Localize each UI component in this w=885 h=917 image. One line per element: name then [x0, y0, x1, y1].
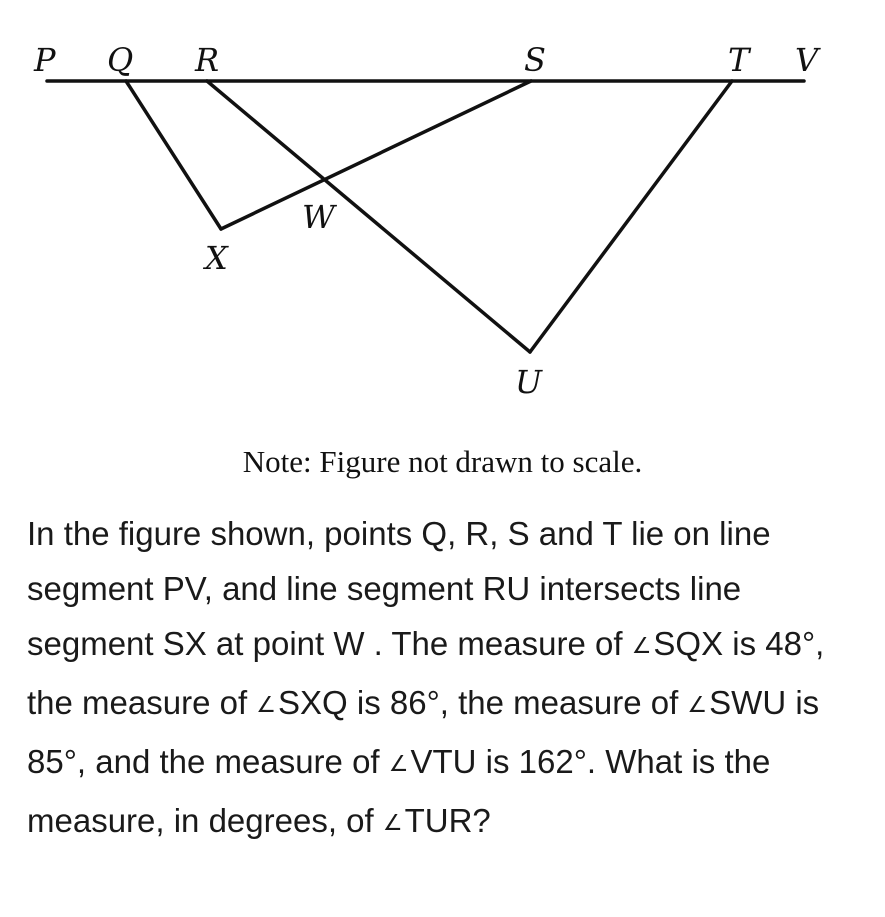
problem-text-part-5: VTU is 162°. What is the measure, in degrees, of — [27, 743, 771, 839]
segment-QX — [126, 81, 221, 229]
point-label-X: X — [205, 239, 228, 277]
point-label-V: V — [795, 41, 819, 79]
figure-note: Note: Figure not drawn to scale. — [242, 444, 643, 479]
problem-text — [27, 506, 872, 852]
segment-TU — [530, 81, 732, 352]
problem-text-part-6: TUR? — [404, 802, 491, 839]
angle-symbol-icon: ∠ — [388, 751, 409, 776]
point-label-P: P — [34, 41, 56, 79]
segment-RU — [207, 81, 530, 352]
segment-XS — [221, 81, 531, 229]
problem-text-part-1: In the figure shown, points Q, R, S and T lie on line segment PV, and line segment RU intersects line segment SX at point W . The measure of — [27, 515, 771, 662]
problem-text-part-4: SWU is 85°, and the measure of — [27, 684, 820, 780]
angle-symbol-icon: ∠ — [256, 692, 277, 717]
point-label-U: U — [515, 363, 542, 401]
geometry-figure — [0, 0, 885, 430]
problem-text-part-2: SQX is 48°, the measure of — [27, 625, 825, 721]
angle-symbol-icon: ∠ — [631, 633, 652, 658]
point-label-T: T — [728, 41, 750, 79]
point-label-R: R — [195, 41, 220, 79]
angle-symbol-icon: ∠ — [382, 810, 403, 835]
problem-text-part-3: SXQ is 86°, the measure of — [278, 684, 688, 721]
point-label-W: W — [302, 198, 335, 236]
point-label-Q: Q — [107, 41, 134, 79]
angle-symbol-icon: ∠ — [687, 692, 708, 717]
point-label-S: S — [524, 41, 546, 79]
